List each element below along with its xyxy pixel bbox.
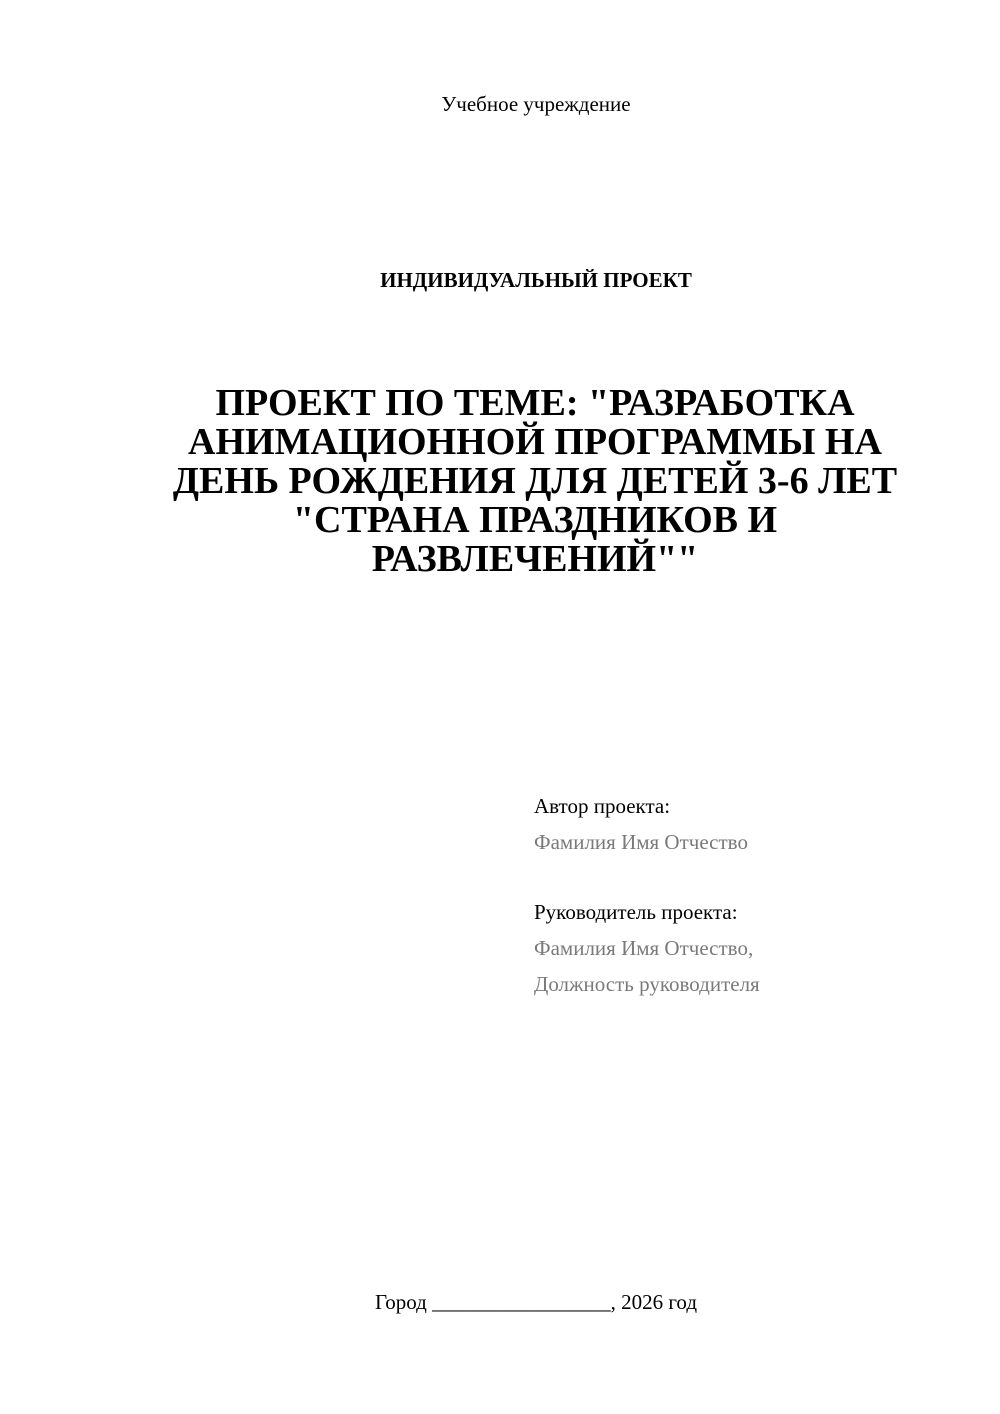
year: , 2026 год <box>610 1290 698 1314</box>
supervisor-label: Руководитель проекта: <box>534 900 738 924</box>
supervisor-name: Фамилия Имя Отчество, <box>534 936 754 960</box>
project-title-line: ПРОЕКТ ПО ТЕМЕ: "РАЗРАБОТКА <box>215 382 855 424</box>
project-title-line: "СТРАНА ПРАЗДНИКОВ И <box>292 499 778 541</box>
project-title-line: РАЗВЛЕЧЕНИЙ"" <box>371 538 699 580</box>
city-label: Город <box>374 1290 427 1314</box>
project-title-line: ДЕНЬ РОЖДЕНИЯ ДЛЯ ДЕТЕЙ 3-6 ЛЕТ <box>172 460 898 502</box>
project-title <box>160 384 910 579</box>
institution-name: Учебное учреждение <box>441 92 631 116</box>
project-title-line: АНИМАЦИОННОЙ ПРОГРАММЫ НА <box>188 421 882 463</box>
credits-block <box>534 788 974 1002</box>
author-name: Фамилия Имя Отчество <box>534 830 748 854</box>
city-blank: _________________ <box>432 1290 611 1314</box>
city-year-line <box>0 1290 1000 1315</box>
supervisor-position: Должность руководителя <box>534 972 760 996</box>
project-type: ИНДИВИДУАЛЬНЫЙ ПРОЕКТ <box>380 268 692 292</box>
author-label: Автор проекта: <box>534 794 671 818</box>
